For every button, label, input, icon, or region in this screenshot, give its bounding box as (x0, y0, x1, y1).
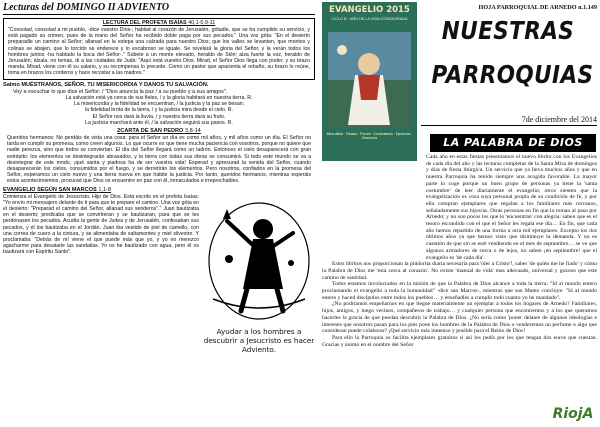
salmo-line: La justicia marchará ante él, / la salvación seguirá sus pasos. R. (85, 119, 233, 126)
isaias-title-text: LECTURA DEL PROFETA ISAÍAS (102, 20, 187, 26)
isaias-text: "Consolad, consolad a mi pueblo, -dice vuestro Dios-; hablad al corazón de Jerusalén, gritadle, que se ha cumplido su servicio, y está pagado su crimen, pues de la mano del Señor ha recibido doble paga por sus pecados." Una voz grita: "En el desierto preparadle un camino al Señor; allanad en la estepa una calzada para nuestro Dios; que los valles se levanten, que montes y colinas se abajen, que lo torcido se enderece y lo escabroso se iguale. Se revelará la gloria del Señor, y la verán todos los hombres juntos -ha hablado la boca del Señor-." Súbete a un monte elevado, heraldo de Sión; alza fuerte la voz, heraldo de Jerusalén; álzala, no temas, di a las ciudades de Judá: "Aquí está vuestro Dios. Mirad, el Señor Dios llega con poder, y su brazo manda. Mirad, viene con él su salario, y su recompensa lo precede. Como un pastor que apacienta el rebaño, su brazo lo reúne, toma en brazos los corderos y hace recostar a las madres." (8, 27, 310, 77)
salmo-line: La salvación está ya cerca de sus fieles, / y la gloria habitará en nuestra tierra. R. (65, 94, 253, 101)
isaias-ref: 40,1-5.9-11 (188, 20, 216, 26)
marcos-ref: 1,1-8 (98, 186, 112, 193)
right-column (322, 2, 597, 425)
article-paragraph: Cada año en estas fiestas presentamos el nuevo librito con los Evangelios de cada día del año y las lecturas completas de la Santa Misa de domingos y días de fiesta litúrgica. Un servicio que ya lleva muchos años y que en nuestra Parroquia ha tenido siempre una acogida favorable. La mayor parte lo coge porque un buen grupo de personas ya tiene la 'santa costumbre' de leer diariamente el evangelio; otros sienten que la evangelización es cosa suya personal propia de su condición de fe, y por ello compran ejemplares que regalan a los familiares más cercanos, señaladamente sus hijos/as. Otras personas en fin que lo toman al paso por Arnedo; y no son pocos los que lo 'encuentran' con alegría: saben que es el tesoro escondido con el que el Señor les regala ese día… En fin, que cada año hemos repartido de una forma u otra mil ejemplares. Excepto los dos últimos años ya que hemos visto que disminuye la demanda. Y no es cuestión de que sin se esté vendiendo en el mes de septiembre… se ve que algunos armadores de cerca o de lejos, no saben ¡en septiembre! que el evangelio es 'de cada día'. (426, 154, 597, 261)
isaias-title (8, 20, 310, 27)
john-baptist-illustration (203, 199, 315, 323)
masthead-line2: PARROQUIAS (431, 60, 594, 89)
pedro-title (3, 128, 315, 135)
pedro-title-text: 2CARTA DE SAN PEDRO (117, 127, 184, 134)
marcos-title-text: EVANGELIO SEGÚN SAN MARCOS (3, 186, 97, 193)
salmo-response: Voy a escuchar lo que dice el Señor: / "Dios anuncia la paz / a su pueblo y a sus amigos". (13, 88, 228, 95)
salmo-line: El Señor nos dará la lluvia, / y nuestra tierra dará su fruto. (92, 113, 226, 120)
salmo-lines (3, 95, 315, 126)
salmo-line: la fidelidad brota de la tierra, / y la justicia mira desde el cielo. R. (85, 107, 233, 114)
issue-date: 7de diciembre del 2014 (421, 115, 597, 126)
article-paragraph: Estos libritos nos proporcionan la plúdorita diaria necesaria para 'oler a Cristo'!, saber 'de quién me he fiado' y cómo la Palabra de Dios me 'está cerca al corazón'. No existe 'manual de vida' mas adecuado, universal y gozoso que este camino de santidad. (322, 261, 597, 281)
cover-image (322, 30, 417, 130)
gospel-column (3, 187, 199, 256)
cover-list: Misa diaria · Fiestas · Preces · Comentarios · Ejercicios · Oraciones (326, 132, 413, 141)
article-paragraph: Para ello la Parroquia os facilita ejemplares gratuitos si así los pedís por los que tengan dos euros que cuestan. Gracias y ánimo en el nombre del Señor (322, 334, 597, 348)
pedro-text: Queridos hermanos: No perdáis de vista una cosa: para el Señor un día es como mil años, y mil años como un día. El Señor no tarda en cumplir su promesa, como creen algunos. Lo que ocurre es que tiene mucha paciencia con vosotros, porque no quiere que nadie perezca, sino que todos se conviertan. El día del Señor llegará como un ladrón. Entonces el cielo desaparecerá con gran estrépito; los elementos se desintegrarán abrasados, y la tierra con todas sus obras se consumirá. Si todo este mundo se va a desintegrar de este modo, ¡qué santa y piadosa ha de ser vuestra vida! Esperad y apresurad la venida del Señor, cuando desaparecerán los cielos, consumidos por el fuego, y se derretirán los elementos. Pero nosotros, confiados en la promesa del Señor, esperamos un cielo nuevo y una tierra nueva en que habite la justicia. Por tanto, queridos hermanos, mientras esperáis estos acontecimientos, procurad que Dios os encuentre en paz con él, inmaculados e irreprochables. (7, 134, 311, 185)
cover-title: EVANGELIO 2015 (329, 5, 410, 15)
palabra-heading: LA PALABRA DE DIOS (430, 134, 596, 152)
gospel-section (3, 186, 315, 354)
article-body (322, 154, 597, 348)
marcos-title (3, 187, 199, 194)
salmo-line: La misericordia y la fidelidad se encuentran, / la justicia y la paz se besan; (73, 101, 245, 108)
article-paragraph: ¿No podríamos empeñarnos en que llegue materialmente un ejemplar a todos los hogares de Arnedo? Familiares, hijos, amigos, y luego vecinos, compañeros de trabajo… y cualquier persona que encontremos y a los que queramos hacerles la gracia de que puedan descubrir la Palabra de Dios. ¿No sería como 'poner delante de algunos ideologías e intereses que nosotros pasan para los pies pone los hombres de la Palabra de Dios o venderemos un perfume o algo que consideran puede colaborar? ¡Qué servicio más inmenso y posible para el Reino de Dios! (322, 301, 597, 335)
isaias-box (3, 18, 315, 80)
left-column (3, 2, 315, 425)
cover-subtitle: CICLO B · AÑO DE LA VIDA CONSAGRADA (331, 17, 408, 21)
marcos-text: Comienza el Evangelio de Jesucristo, Hijo de Dios. Está escrito en el profeta Isaías: "Yo envío mi mensajero delante de ti para que te prepare el camino. Una voz grita en el desierto: "Preparad el camino del Señor, allanad sus senderos"." Juan bautizaba en el desierto; predicaba que se convirtieran y se bautizaran, para que se les perdonasen los pecados. Acudía la gente de Judea y de Jerusalén, confesaban sus pecados, y él los bautizaba en el Jordán. Juan iba vestido de piel de camello, con una correa de cuero a la cintura, y se alimentaba de saltamontes y miel silvestre. Y proclamaba: "Detrás de mí viene el que puede más que yo, y yo no merezco agacharme para desatarle las sandalias. Yo os he bautizado con agua, pero él os bautizará con Espíritu Santo". (3, 193, 199, 256)
readings-header: Lecturas del DOMINGO II ADVIENTO (3, 2, 315, 15)
article-paragraph: Todos estamos involucrados en la misión de que la Palabra de Dios alcance a toda la tierra: "Id al mundo entero proclamando el evangelio a toda la humanidad" -dice san Marcos-, mientras que san Mateo concluye: "Id al mundo entero y haced discípulos entre todos los pueblos… y enseñadles a cumplir todo cuanto yo he mandado". (322, 281, 597, 301)
illustration-caption: Ayudar a los hombres a descubrir a Jesucristo es hacer Adviento. (203, 326, 315, 354)
salmo-title: Salmo MUÉSTRANOS, SEÑOR, TU MISERICORDIA Y DANOS TU SALVACIÓN. (3, 81, 209, 88)
pedro-ref: 3,8-14 (184, 127, 201, 134)
evangelio-cover (322, 2, 417, 161)
masthead-line1: NUESTRAS (441, 16, 575, 45)
rioja-logo: RiojA (552, 406, 594, 422)
hoja-number: HOJA PARROQUIAL DE ARNEDO n.1.149 (478, 4, 597, 11)
